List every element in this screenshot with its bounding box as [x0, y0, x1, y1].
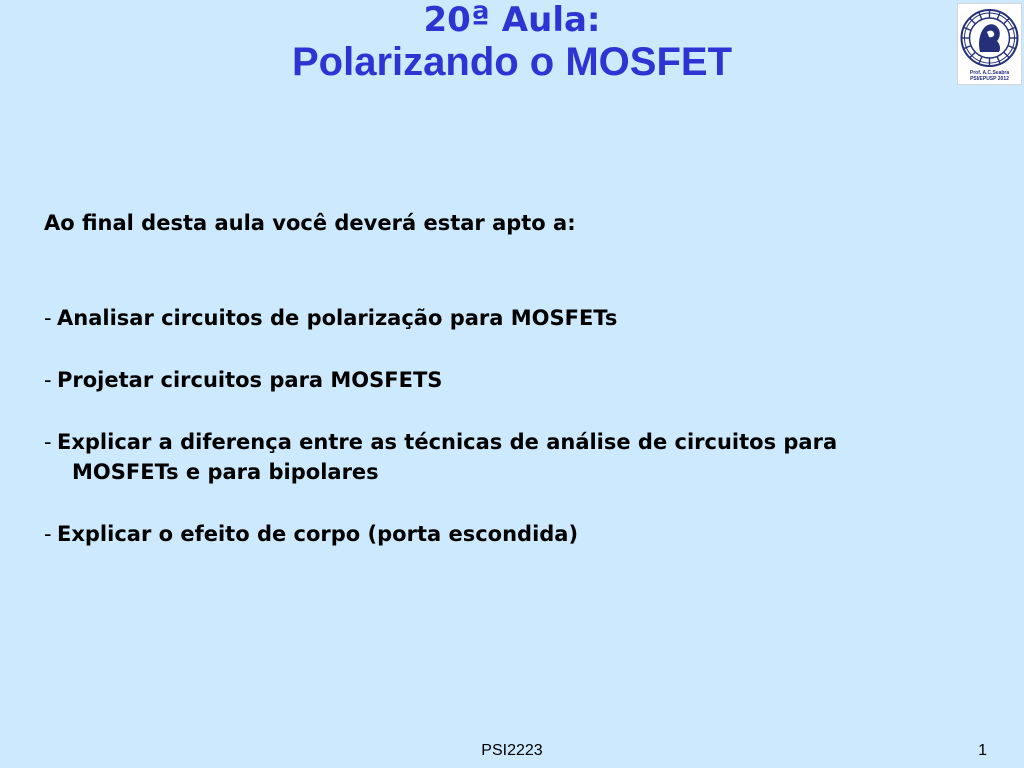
university-seal-logo: [957, 3, 1022, 85]
objective-item: [44, 303, 1014, 333]
objective-text: Explicar a diferença entre as técnicas de análise de circuitos para: [57, 430, 838, 454]
title-line-1: 20ª Aula:: [423, 0, 601, 40]
logo-caption-line-2: PSI/EPUSP 2012: [970, 76, 1009, 82]
footer-page-number: 1: [978, 742, 987, 759]
slide-title: [0, 0, 1024, 84]
intro-text: Ao final desta aula você deverá estar apto a:: [44, 211, 576, 235]
seal-icon: [958, 4, 1021, 70]
objective-item: [44, 427, 1014, 487]
objective-text: Analisar circuitos de polarização para MOSFETs: [57, 306, 618, 330]
objective-item: [44, 519, 1014, 549]
dash-bullet: -: [44, 522, 52, 546]
dash-bullet: -: [44, 306, 52, 330]
dash-bullet: -: [44, 430, 52, 454]
objective-text: Explicar o efeito de corpo (porta escondida): [57, 522, 579, 546]
footer-course-code: PSI2223: [481, 742, 543, 759]
objective-text-block: [56, 427, 1014, 487]
objective-text-continuation: MOSFETs e para bipolares: [72, 460, 379, 484]
objective-text: Projetar circuitos para MOSFETS: [57, 368, 443, 392]
objective-item: [44, 365, 1014, 395]
logo-caption-line-1: Prof. A.C.Seabra: [969, 70, 1010, 76]
title-line-2: Polarizando o MOSFET: [291, 40, 733, 84]
dash-bullet: -: [44, 368, 52, 392]
objectives-list: [44, 303, 1014, 581]
